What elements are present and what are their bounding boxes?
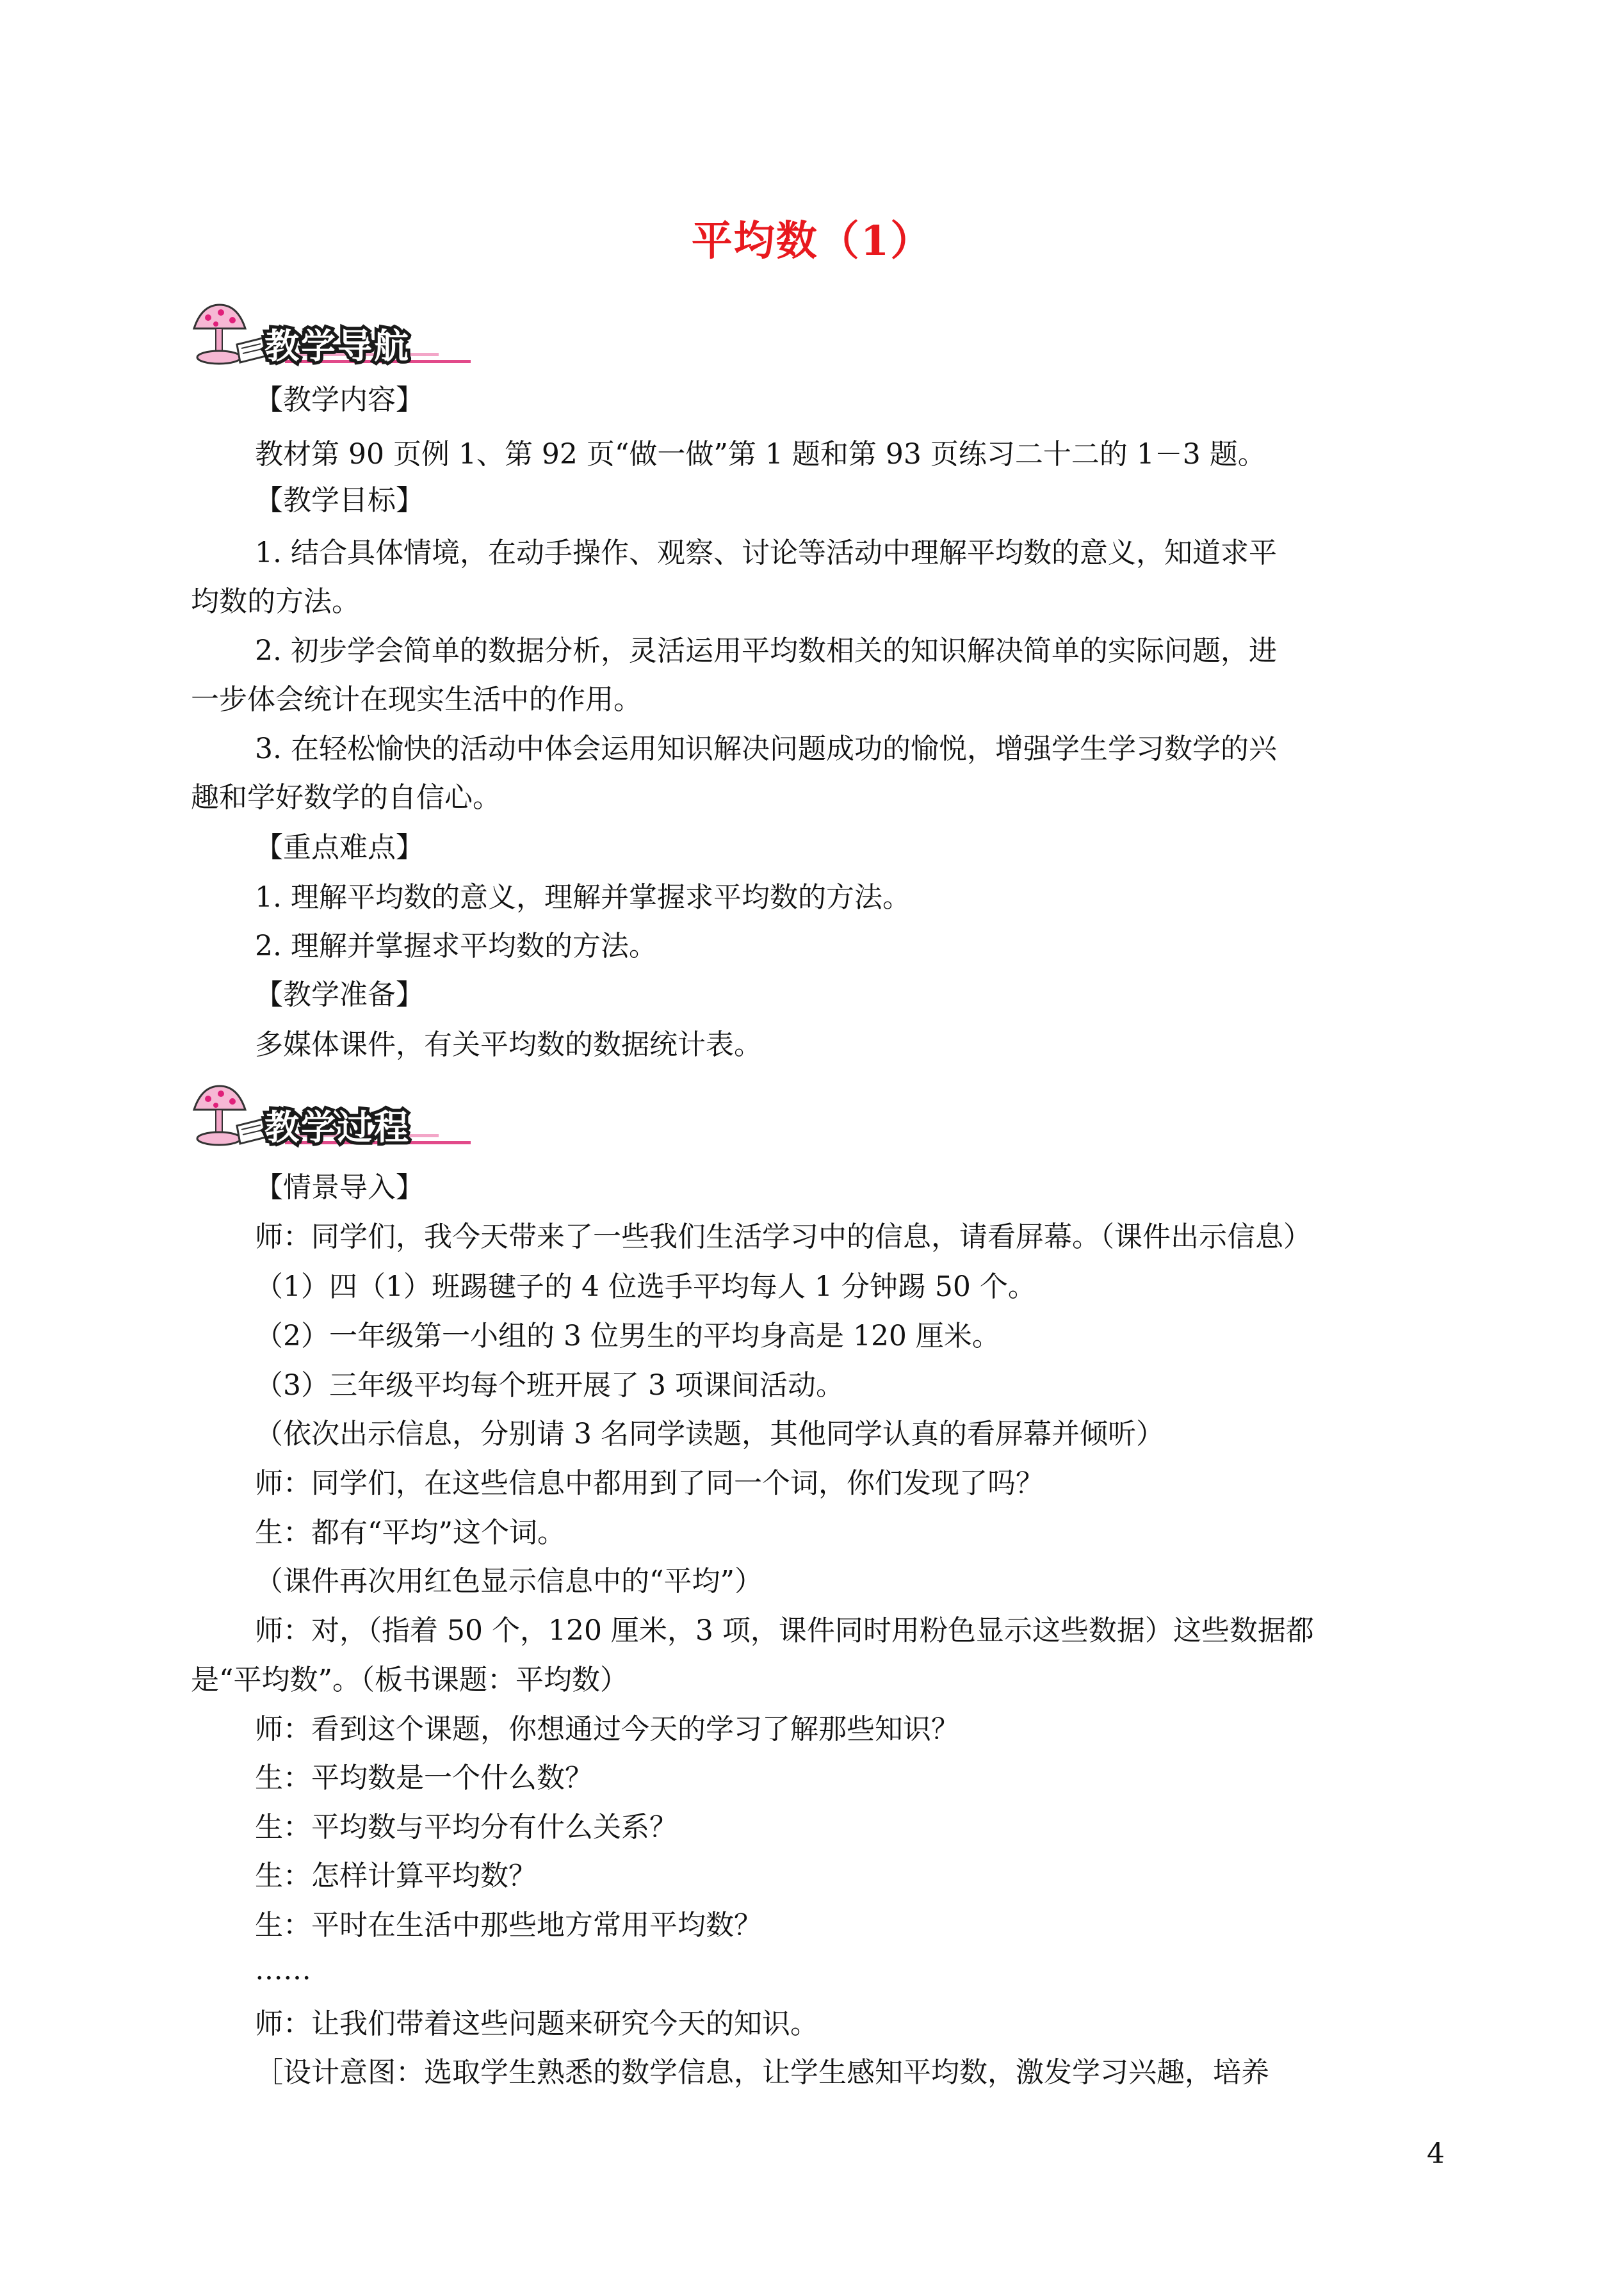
paragraph: 1. 理解平均数的意义，理解并掌握求平均数的方法。: [255, 881, 911, 914]
page-number: 4: [1427, 2137, 1445, 2170]
paragraph: 2. 初步学会简单的数据分析，灵活运用平均数相关的知识解决简单的实际问题，进: [255, 635, 1277, 667]
section-header-label: 教学导航: [264, 326, 410, 366]
paragraph: 3. 在轻松愉快的活动中体会运用知识解决问题成功的愉悦，增强学生学习数学的兴: [255, 733, 1277, 765]
heading-teaching-goals: 【教学目标】: [255, 484, 424, 517]
paragraph: 生：平均数是一个什么数？: [255, 1762, 593, 1794]
paragraph: （课件再次用红色显示信息中的“平均”）: [255, 1565, 763, 1598]
paragraph: 是“平均数”。（板书课题：平均数）: [191, 1664, 628, 1696]
paragraph: 生：都有“平均”这个词。: [255, 1516, 565, 1549]
page-title: 平均数（1）: [691, 217, 933, 265]
paragraph: 师：对，（指着 50 个，120 厘米，3 项，课件同时用粉色显示这些数据）这些数据都: [255, 1614, 1314, 1647]
paragraph: （依次出示信息，分别请 3 名同学读题，其他同学认真的看屏幕并倾听）: [255, 1418, 1164, 1450]
paragraph: 一步体会统计在现实生活中的作用。: [191, 683, 642, 716]
paragraph: （1）四（1）班踢毽子的 4 位选手平均每人 1 分钟踢 50 个。: [255, 1270, 1036, 1303]
heading-key-points: 【重点难点】: [255, 831, 424, 864]
heading-scenario-intro: 【情景导入】: [255, 1171, 424, 1204]
paragraph: 多媒体课件，有关平均数的数据统计表。: [255, 1028, 762, 1061]
section-header-label: 教学过程: [264, 1107, 410, 1148]
paragraph: 师：看到这个课题，你想通过今天的学习了解那些知识？: [255, 1713, 959, 1746]
paragraph: （2）一年级第一小组的 3 位男生的平均身高是 120 厘米。: [255, 1320, 1000, 1352]
paragraph: 均数的方法。: [191, 585, 360, 618]
paragraph: 生：平均数与平均分有什么关系？: [255, 1811, 678, 1844]
heading-teaching-content: 【教学内容】: [255, 384, 424, 416]
paragraph: 教材第 90 页例 1、第 92 页“做一做”第 1 题和第 93 页练习二十二的 1－3 题。: [255, 438, 1266, 471]
paragraph: 师：同学们，在这些信息中都用到了同一个词，你们发现了吗？: [255, 1467, 1044, 1500]
paragraph: （3）三年级平均每个班开展了 3 项课间活动。: [255, 1369, 844, 1402]
paragraph: ［设计意图：选取学生熟悉的数学信息，让学生感知平均数，激发学习兴趣，培养: [255, 2056, 1269, 2089]
paragraph: 生：平时在生活中那些地方常用平均数？: [255, 1909, 762, 1942]
paragraph: 师：让我们带着这些问题来研究今天的知识。: [255, 2007, 818, 2040]
section-header-nav: [183, 293, 471, 389]
section-header-process: [183, 1075, 471, 1171]
paragraph: 1. 结合具体情境，在动手操作、观察、讨论等活动中理解平均数的意义，知道求平: [255, 537, 1277, 569]
heading-preparation: 【教学准备】: [255, 978, 424, 1011]
paragraph: 趣和学好数学的自信心。: [191, 781, 501, 814]
ellipsis: ……: [255, 1954, 311, 1986]
paragraph: 师：同学们，我今天带来了一些我们生活学习中的信息，请看屏幕。（课件出示信息）: [255, 1220, 1311, 1253]
paragraph: 生：怎样计算平均数？: [255, 1860, 537, 1892]
paragraph: 2. 理解并掌握求平均数的方法。: [255, 930, 657, 962]
